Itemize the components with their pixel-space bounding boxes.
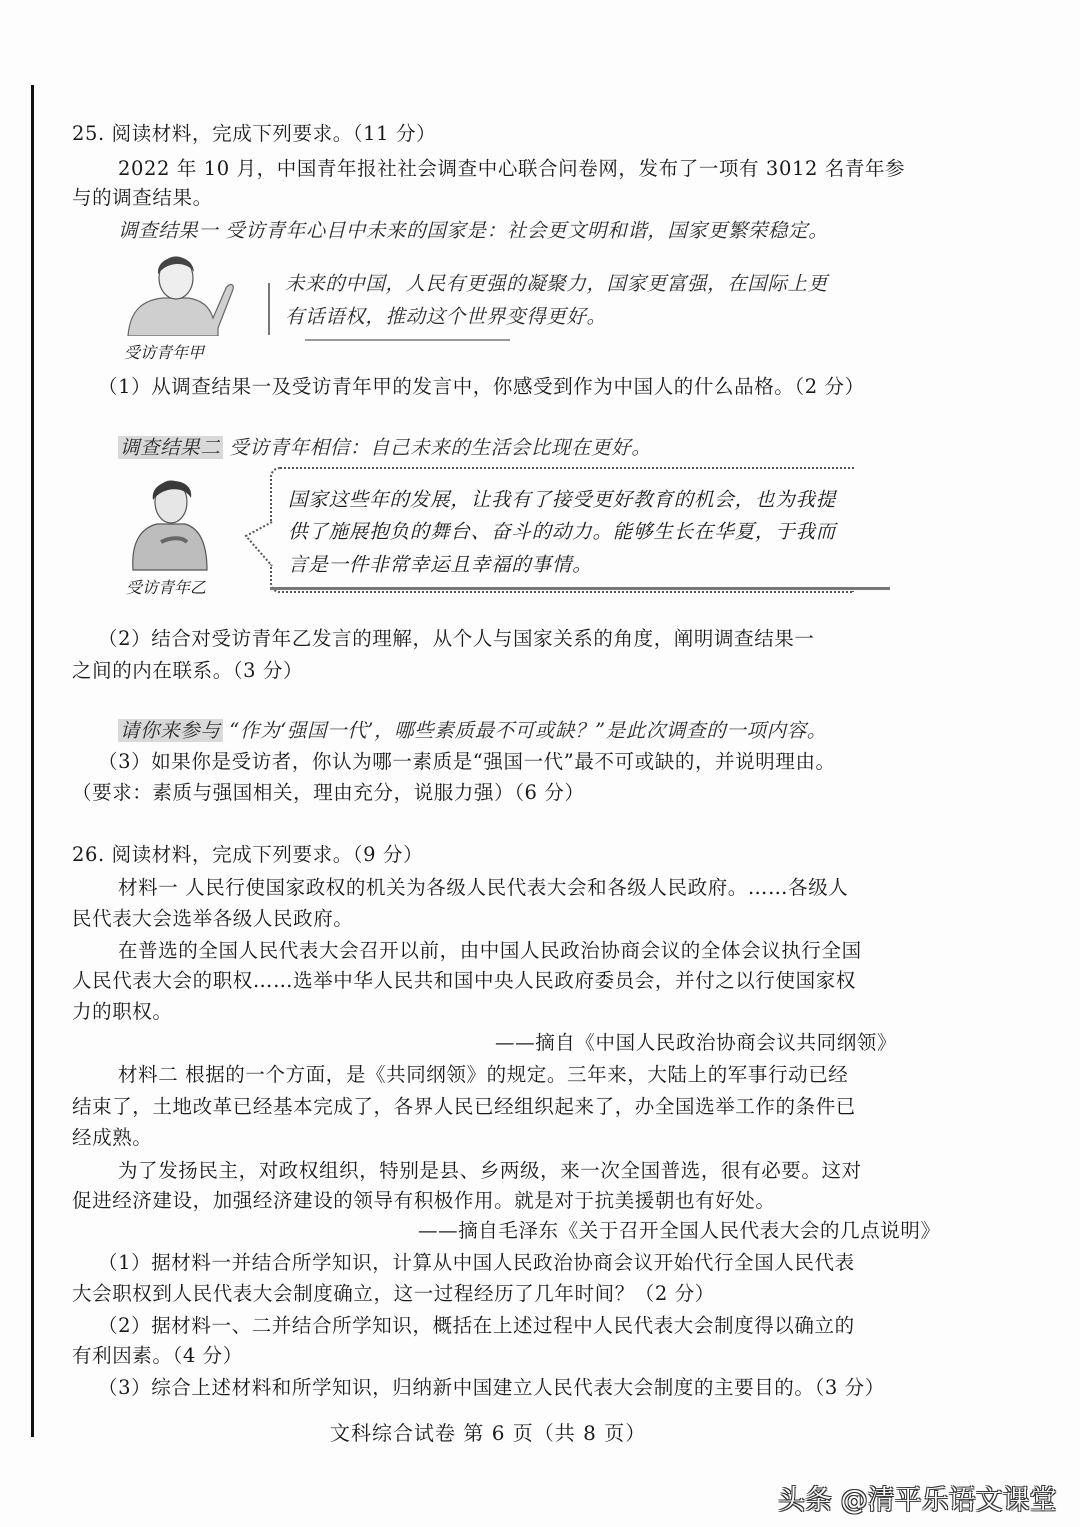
- q26-sub3: （3）综合上述材料和所学知识，归纳新中国建立人民代表大会制度的主要目的。（3 分）: [98, 1376, 885, 1399]
- q26-m2-line2: 结束了，土地改革已经基本完成了，各界人民已经组织起来了，办全国选举工作的条件已: [72, 1095, 856, 1118]
- youth-a-quote-line2: 有话语权，推动这个世界变得更好。: [285, 305, 607, 328]
- watermark: 头条 @清平乐语文课堂: [778, 1485, 1057, 1516]
- q25-intro-line2: 与的调查结果。: [72, 186, 213, 209]
- q26-m1-line5: 力的职权。: [72, 1000, 173, 1023]
- q26-sub1-line1: （1）据材料一并结合所学知识，计算从中国人民政治协商会议开始代行全国人民代表: [98, 1251, 855, 1274]
- q26-m1-line1: 材料一 人民行使国家政权的机关为各级人民代表大会和各级人民政府。……各级人: [118, 876, 849, 899]
- q25-sub3-line2: （要求：素质与强国相关，理由充分，说服力强）（6 分）: [72, 781, 585, 804]
- q26-m2-line1: 材料二 根据的一个方面，是《共同纲领》的规定。三年来，大陆上的军事行动已经: [118, 1063, 849, 1086]
- q26-heading: 26. 阅读材料，完成下列要求。（9 分）: [72, 843, 424, 866]
- q25-heading: 25. 阅读材料，完成下列要求。（11 分）: [72, 122, 437, 145]
- q26-m1-source: ——摘自《中国人民政治协商会议共同纲领》: [495, 1031, 898, 1054]
- youth-a-figure-icon: [118, 248, 238, 336]
- youth-b-caption: 受访青年乙: [126, 578, 207, 597]
- q26-m1-line3: 在普选的全国人民代表大会召开以前，由中国人民政治协商会议的全体会议执行全国: [118, 939, 862, 962]
- q25-sub2-line1: （2）结合对受访青年乙发言的理解，从个人与国家关系的角度，阐明调查结果一: [98, 627, 815, 650]
- youth-b-quote-line1: 国家这些年的发展，让我有了接受更好教育的机会，也为我提: [288, 488, 837, 511]
- q26-m2-source: ——摘自毛泽东《关于召开全国人民代表大会的几点说明》: [418, 1219, 941, 1242]
- q26-sub2-line1: （2）据材料一、二并结合所学知识，概括在上述过程中人民代表大会制度得以确立的: [98, 1314, 855, 1337]
- quote-a-left-bar: [268, 283, 270, 335]
- q26-sub2-line2: 有利因素。（4 分）: [72, 1344, 243, 1367]
- youth-a-illustration: [118, 248, 238, 336]
- youth-a-caption: 受访青年甲: [124, 343, 205, 362]
- q26-sub1-line2: 大会职权到人民代表大会制度确立，这一过程经历了几年时间？（2 分）: [72, 1282, 715, 1305]
- q26-m2-line3: 经成熟。: [72, 1126, 153, 1149]
- youth-b-quote-line3: 言是一件非常幸运且幸福的事情。: [288, 553, 593, 576]
- q25-participate: [118, 717, 827, 745]
- q25-sub3-line1: （3）如果你是受访者，你认为哪一素质是“强国一代”最不可或缺的，并说明理由。: [98, 750, 836, 773]
- q26-m2-line5: 促进经济建设，加强经济建设的领导有积极作用。就是对于抗美援朝也有好处。: [72, 1189, 776, 1212]
- q26-m2-line4: 为了发扬民主，对政权组织，特别是县、乡两级，来一次全国普选，很有必要。这对: [118, 1159, 862, 1182]
- result2-label: 调查结果二: [120, 436, 221, 459]
- youth-b-figure-icon: [125, 472, 215, 572]
- participate-label: 请你来参与: [120, 719, 221, 742]
- speech-bubble-bottom: [270, 587, 890, 590]
- youth-b-quote-line2: 供了施展抱负的舞台、奋斗的动力。能够生长在华夏，于我而: [288, 520, 837, 543]
- result1-label: 调查结果一: [118, 219, 219, 242]
- q26-m1-line4: 人民代表大会的职权……选举中华人民共和国中央人民政府委员会，并付之以行使国家权: [72, 969, 856, 992]
- q25-intro-line1: 2022 年 10 月，中国青年报社社会调查中心联合问卷网，发布了一项有 3012 名青年参: [118, 157, 906, 180]
- page-footer: 文科综合试卷 第 6 页（共 8 页）: [330, 1421, 647, 1445]
- binding-margin-line: [31, 85, 34, 1437]
- speech-bubble-tail: [244, 520, 274, 572]
- q26-m1-line2: 民代表大会选举各级人民政府。: [72, 907, 354, 930]
- q25-sub2-line2: 之间的内在联系。（3 分）: [72, 659, 304, 682]
- q25-result2: [118, 434, 651, 462]
- result2-text: 受访青年相信：自己未来的生活会比现在更好。: [222, 436, 652, 459]
- youth-b-illustration: [125, 472, 215, 572]
- participate-text: “作为‘强国一代’，哪些素质最不可或缺？”是此次调查的一项内容。: [222, 719, 827, 742]
- result1-text: 受访青年心目中未来的国家是：社会更文明和谐，国家更繁荣稳定。: [218, 219, 829, 242]
- q25-result1: [118, 217, 828, 245]
- q25-sub1: （1）从调查结果一及受访青年甲的发言中，你感受到作为中国人的什么品格。（2 分）: [98, 375, 865, 398]
- quote-a-underline: [305, 339, 510, 341]
- youth-a-quote-line1: 未来的中国，人民有更强的凝聚力，国家更富强，在国际上更: [285, 272, 828, 295]
